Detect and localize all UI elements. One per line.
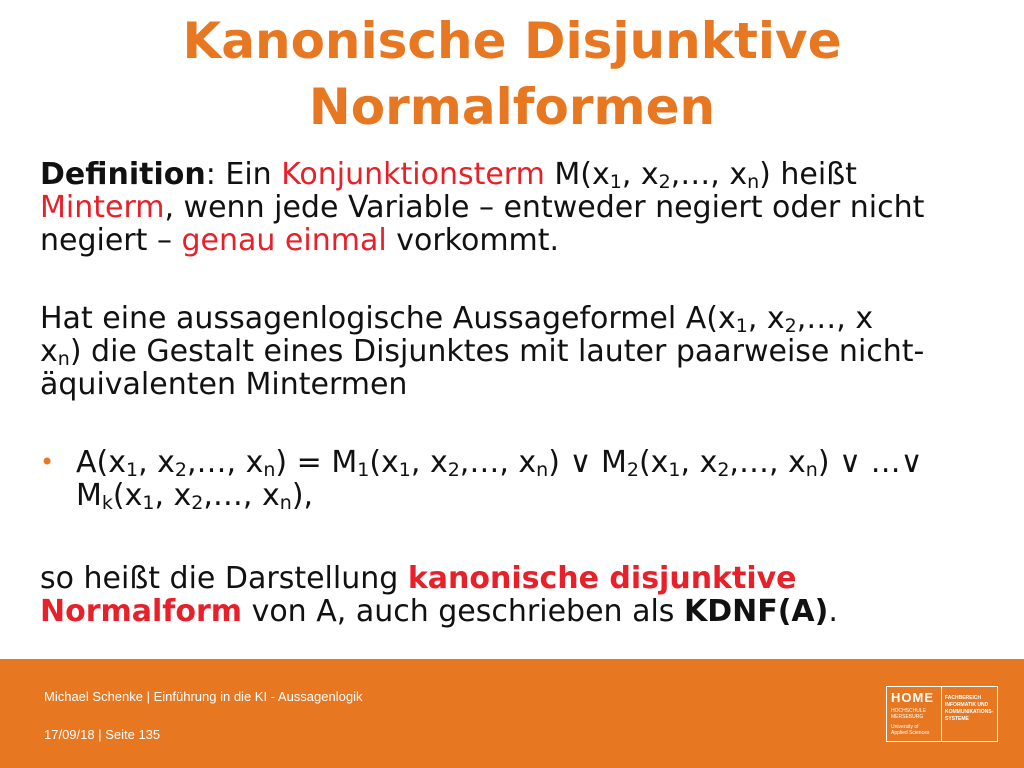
- conclusion-text: .: [828, 594, 838, 629]
- subscript: 2: [717, 459, 730, 481]
- formula-part: , x: [680, 445, 718, 480]
- logo-right-panel: [945, 695, 993, 723]
- subscript: 2: [447, 459, 460, 481]
- formula-part: (x: [112, 478, 143, 513]
- formula-part: ) ∨ …∨ M: [76, 445, 923, 513]
- logo-uas-2: Applied Sciences: [891, 730, 930, 736]
- definition-text: ,…, x: [670, 157, 748, 192]
- logo-left-panel: [887, 687, 942, 741]
- subscript: n: [263, 459, 276, 481]
- conclusion-paragraph: [40, 562, 990, 628]
- logo-fb-1: FACHBEREICH: [945, 695, 982, 701]
- spacer: [40, 512, 990, 562]
- definition-text: , x: [621, 157, 659, 192]
- slide-title: [0, 8, 1024, 140]
- formula-bullet: [40, 446, 990, 512]
- subscript: 2: [658, 171, 671, 193]
- subscript: 1: [609, 171, 622, 193]
- definition-paragraph: [40, 158, 990, 257]
- logo-hochschule: HOCHSCHULE: [891, 708, 927, 714]
- formula-part: , x: [154, 478, 192, 513]
- kdnf-abbreviation: KDNF(A): [683, 594, 829, 629]
- footer-bar: [0, 659, 1024, 768]
- logo-fb-3: KOMMUNIKATIONS-: [945, 709, 994, 715]
- definition-text: : Ein: [205, 157, 282, 192]
- hypothesis-text-x: x: [40, 334, 58, 369]
- subscript: 1: [125, 459, 139, 481]
- logo-uas-1: University of: [891, 724, 919, 730]
- formula-part: ),: [291, 478, 314, 513]
- genau-einmal-term: genau einmal: [181, 223, 387, 258]
- subscript: n: [57, 348, 70, 370]
- formula-part: A(x: [76, 445, 126, 480]
- hypothesis-paragraph: [40, 302, 990, 401]
- definition-text: M(x: [544, 157, 610, 192]
- definition-text: , wenn jede Variable – entweder negiert oder nicht negiert –: [40, 190, 925, 258]
- konjunktionsterm-term: Konjunktionsterm: [281, 157, 545, 192]
- footer-author: Michael Schenke | Einführung in die KI - Aussagenlogik: [44, 689, 363, 704]
- minterm-term: Minterm: [40, 190, 165, 225]
- formula-part: ) = M: [275, 445, 358, 480]
- slide-body: [40, 158, 990, 628]
- definition-label: Definition: [40, 157, 206, 192]
- logo-merseburg: MERSEBURG: [891, 714, 924, 720]
- kdnf-term: kanonische disjunktive Normalform: [40, 561, 797, 629]
- logo-home-text: HOME: [891, 690, 934, 705]
- subscript: 1: [398, 459, 411, 481]
- hypothesis-text: ) die Gestalt eines Disjunktes mit lauter paarweise nicht-äquivalenten Mintermen: [40, 334, 925, 402]
- formula-part: ,…, x: [459, 445, 537, 480]
- subscript: n: [747, 171, 760, 193]
- subscript: n: [536, 459, 549, 481]
- title-line-1: Kanonische Disjunktive: [182, 12, 842, 70]
- spacer: [40, 257, 990, 302]
- subscript: n: [805, 459, 818, 481]
- formula-part: (x: [638, 445, 669, 480]
- formula-part: , x: [410, 445, 448, 480]
- subscript: n: [279, 492, 292, 514]
- subscript: 2: [191, 492, 204, 514]
- formula-part: ,…, x: [187, 445, 264, 480]
- conclusion-text: so heißt die Darstellung: [40, 561, 408, 596]
- subscript: 2: [626, 459, 639, 481]
- conclusion-text: von A, auch geschrieben als: [242, 594, 684, 629]
- subscript: 1: [357, 459, 370, 481]
- subscript: 1: [735, 315, 748, 337]
- subscript: 1: [668, 459, 681, 481]
- definition-text: ) heißt: [759, 157, 857, 192]
- footer-date-page: 17/09/18 | Seite 135: [44, 727, 161, 742]
- subscript: 2: [174, 459, 187, 481]
- hypothesis-text: , x: [747, 301, 785, 336]
- bullet-icon: •: [40, 448, 55, 476]
- formula-part: ,…, x: [203, 478, 280, 513]
- university-logo: [886, 686, 998, 742]
- definition-text: vorkommt.: [386, 223, 560, 258]
- formula-part: , x: [138, 445, 175, 480]
- formula-part: ,…, x: [729, 445, 806, 480]
- subscript: 2: [784, 315, 797, 337]
- formula-part: ) ∨ M: [548, 445, 627, 480]
- logo-fb-4: SYSTEME: [945, 716, 969, 722]
- formula-part: (x: [369, 445, 399, 480]
- subscript: 1: [142, 492, 155, 514]
- spacer: [40, 401, 990, 446]
- title-line-2: Normalformen: [308, 78, 716, 136]
- hypothesis-text: Hat eine aussagenlogische Aussageformel A(x: [40, 301, 736, 336]
- formula: [76, 446, 990, 512]
- logo-fb-2: INFORMATIK UND: [945, 702, 989, 708]
- subscript: k: [101, 492, 113, 514]
- hypothesis-text: ,…, x: [796, 301, 874, 336]
